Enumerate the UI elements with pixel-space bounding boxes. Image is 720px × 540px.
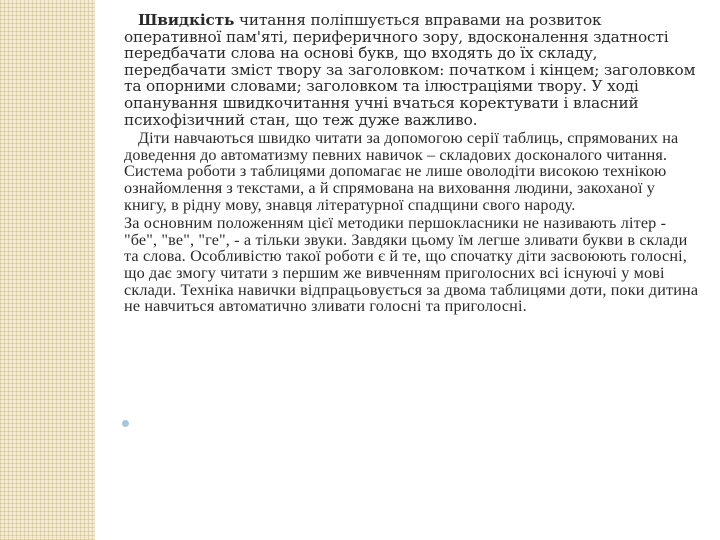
decorative-divider-line: [100, 0, 102, 540]
bullet-icon: [122, 420, 129, 427]
slide-body-text: [124, 12, 702, 315]
paragraph-sounds-method: За основним положенням цієї методики першокласники не називають літер - "бе", "ве", "ге", - а тільки звуки. Завдяки цьому їм легше зливати букви в склади та слова. Особливістю такої роботи є й те, що спочатку діти засвоюють голосні, що дає змогу читати з першим же вивченням приголосних всі існуючі у мові склади. Техніка навички відпрацьовується за двома таблицями доти, поки дитина не навчиться автоматично зливати голосні та приголосні.: [124, 214, 699, 316]
paragraph-lead-word: Швидкість: [138, 11, 235, 29]
paragraph-tables-method: Діти навчаються швидко читати за допомогою серії таблиць, спрямованих на доведення до автоматизму певних навичок – складових досконалого читання. Система роботи з таблицями допомагає не лише оволодіти високою технікою ознайомлення з текстами, а й спрямована на виховання людини, закоханої у книгу, в рідну мову, знавця літературної спадщини свого народу.: [124, 129, 679, 214]
decorative-divider-line: [106, 0, 108, 540]
decorative-side-pattern: [0, 0, 95, 540]
paragraph-text: читання поліпшується вправами на розвиток оперативної пам'яті, периферичного зору, вдосконалення здатності передбачати слова на основі букв, що входять до їх складу, передбачати зміст твору за заголовком: початком і кінцем; заголовком та опорними словами; заголовком та ілюстраціями твору. У ході опанування швидкочитання учні вчаться коректувати і власний психофізичний стан, що теж дуже важливо.: [124, 11, 696, 129]
empty-bullet-item: [122, 418, 142, 432]
paragraph-reading-speed: [124, 12, 702, 128]
